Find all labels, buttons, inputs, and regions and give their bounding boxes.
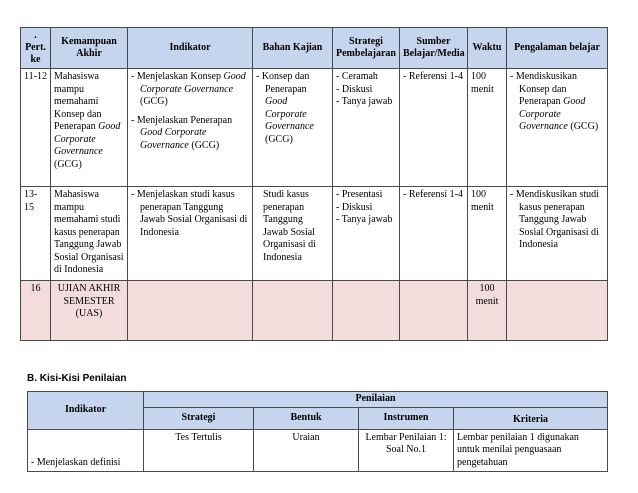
cell-pert: 16 (21, 281, 51, 341)
cell-pengalaman (507, 69, 608, 187)
cell-text: Good Corporate Governance (140, 127, 207, 151)
cell-text: Good Corporate Governance (265, 96, 314, 132)
cell-pert: 11-12 (21, 69, 51, 187)
table-row (21, 69, 608, 187)
cell-bahan: Studi kasus penerapan Tanggung Jawab Sosial Organisasi di Indonesia (253, 187, 333, 281)
kisi-kisi-table (27, 391, 608, 472)
header-penilaian: Penilaian (144, 392, 608, 408)
cell-strategi: Tes Tertulis (144, 429, 254, 472)
cell-text: - Menjelaskan Penerapan (131, 114, 233, 126)
cell-kemampuan: Mahasiswa mampu memahami studi kasus penerapan Tanggung Jawab Sosial Organisasi di Indonesia (51, 187, 128, 281)
cell-waktu: 100 menit (468, 69, 507, 187)
pengalaman-item: - Mendiskusikan studi kasus penerapan Tanggung Jawab Sosial Organisasi di Indonesia (510, 189, 599, 250)
cell-kemampuan: UJIAN AKHIR SEMESTER (UAS) (51, 281, 128, 341)
cell-instrumen: Lembar Penilaian 1: Soal No.1 (359, 429, 454, 472)
cell-text: - Menjelaskan Konsep (131, 71, 224, 82)
cell-waktu: 100 menit (468, 281, 507, 341)
cell-sumber: - Referensi 1-4 (400, 187, 468, 281)
cell-text: Good Corporate Governance (140, 71, 246, 95)
indikator-item (131, 115, 249, 153)
strategi-item: - Tanya jawab (336, 214, 393, 225)
cell-text: Good Corporate Governance (54, 121, 121, 157)
cell-pengalaman (507, 187, 608, 281)
header-kriteria: Kriteria (454, 407, 608, 429)
cell-kriteria: Lembar penilaian 1 digunakan untuk menilai penguasaan pengetahuan (454, 429, 608, 472)
cell-waktu: 100 menit (468, 187, 507, 281)
header-pert: . Pert. ke (21, 28, 51, 69)
cell-kemampuan (51, 69, 128, 187)
header-indikator: Indikator (28, 392, 144, 430)
cell-text: (GCG) (188, 139, 220, 151)
cell-bahan (253, 69, 333, 187)
cell-bentuk: Uraian (254, 429, 359, 472)
cell-text: (GCG) (140, 96, 168, 107)
cell-empty (253, 281, 333, 341)
pengalaman-item (510, 71, 604, 134)
cell-text: (GCG) (265, 133, 293, 145)
header-kemampuan: Kemampuan Akhir (51, 28, 128, 69)
cell-text: Good Corporate Governance (519, 96, 586, 132)
cell-strategi (333, 187, 400, 281)
cell-empty (400, 281, 468, 341)
cell-pert: 13-15 (21, 187, 51, 281)
cell-indikator: - Menjelaskan definisi (28, 429, 144, 472)
strategi-item: - Presentasi (336, 189, 383, 200)
cell-strategi (333, 69, 400, 187)
bahan-item (256, 71, 329, 146)
indikator-item: - Menjelaskan studi kasus penerapan Tanggung Jawab Sosial Organisasi di Indonesia (131, 189, 248, 238)
cell-indikator (128, 187, 253, 281)
cell-text: - Konsep dan Penerapan (256, 71, 310, 95)
cell-indikator (128, 69, 253, 187)
rps-table (20, 27, 608, 341)
cell-text: - Mendiskusikan Konsep dan Penerapan (510, 71, 577, 107)
header-bentuk: Bentuk (254, 407, 359, 429)
table-row (28, 429, 608, 472)
header-strategi: Strategi (144, 407, 254, 429)
cell-text: (GCG) (567, 121, 599, 132)
header-indikator: Indikator (128, 28, 253, 69)
header-instrumen: Instrumen (359, 407, 454, 429)
cell-empty (507, 281, 608, 341)
strategi-item: - Ceramah (336, 71, 378, 82)
cell-empty (333, 281, 400, 341)
cell-text: (GCG) (54, 158, 82, 170)
table-header-row (28, 392, 608, 408)
cell-empty (128, 281, 253, 341)
strategi-item: - Diskusi (336, 83, 373, 95)
header-sumber: Sumber Belajar/Media (400, 28, 468, 69)
header-bahan: Bahan Kajian (253, 28, 333, 69)
cell-sumber: - Referensi 1-4 (400, 69, 468, 187)
strategi-item: - Tanya jawab (336, 96, 393, 107)
strategi-item: - Diskusi (336, 201, 373, 213)
cell-text: Mahasiswa mampu memahami Konsep dan Penerapan (54, 71, 102, 132)
indikator-item (131, 71, 249, 109)
header-strategi: Strategi Pembelajaran (333, 28, 400, 69)
table-row (21, 187, 608, 281)
header-pengalaman: Pengalaman belajar (507, 28, 608, 69)
table-header-row (21, 28, 608, 69)
section-title: B. Kisi-Kisi Penilaian (27, 373, 127, 384)
header-waktu: Waktu (468, 28, 507, 69)
table-row-uas (21, 281, 608, 341)
